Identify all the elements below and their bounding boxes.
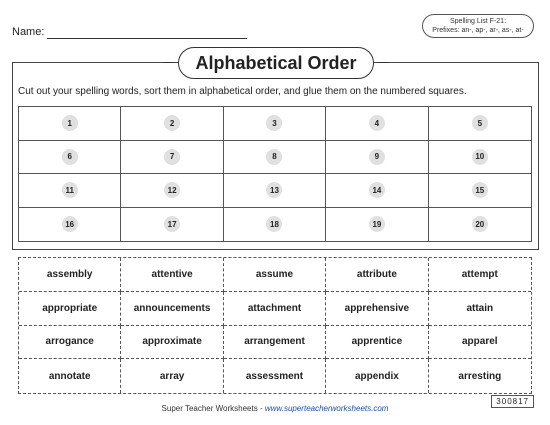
word-card[interactable]: array bbox=[121, 359, 223, 393]
number-badge: 4 bbox=[369, 115, 385, 131]
numbered-square bbox=[19, 208, 121, 242]
word-card[interactable]: approximate bbox=[121, 326, 223, 360]
footer-url-link[interactable]: www.superteacherworksheets.com bbox=[264, 404, 389, 413]
numbered-square bbox=[326, 107, 428, 141]
numbered-square bbox=[224, 174, 326, 208]
word-card[interactable]: assume bbox=[224, 258, 326, 292]
spelling-list-label: Spelling List F-21: bbox=[449, 18, 507, 25]
numbered-squares-grid bbox=[18, 106, 532, 242]
numbered-square bbox=[121, 141, 223, 175]
number-badge: 1 bbox=[62, 115, 78, 131]
numbered-square bbox=[429, 174, 531, 208]
word-card[interactable]: attribute bbox=[326, 258, 428, 292]
word-card[interactable]: apparel bbox=[429, 326, 531, 360]
word-card[interactable]: apprentice bbox=[326, 326, 428, 360]
numbered-square bbox=[224, 107, 326, 141]
word-card[interactable]: attentive bbox=[121, 258, 223, 292]
numbered-square bbox=[224, 208, 326, 242]
number-badge: 18 bbox=[266, 216, 282, 232]
number-badge: 20 bbox=[472, 216, 488, 232]
numbered-square bbox=[121, 174, 223, 208]
number-badge: 8 bbox=[266, 149, 282, 165]
word-card[interactable]: arresting bbox=[458, 370, 502, 382]
numbered-square bbox=[429, 208, 531, 242]
word-card[interactable]: attempt bbox=[429, 258, 531, 292]
number-badge: 6 bbox=[62, 149, 78, 165]
word-card[interactable]: annotate bbox=[19, 359, 121, 393]
number-badge: 7 bbox=[164, 149, 180, 165]
word-card[interactable]: assessment bbox=[224, 359, 326, 393]
worksheet-code: 300817 bbox=[491, 395, 534, 408]
numbered-square bbox=[326, 174, 428, 208]
word-card[interactable]: appropriate bbox=[19, 292, 121, 326]
number-badge: 5 bbox=[472, 115, 488, 131]
word-card[interactable]: assembly bbox=[19, 258, 121, 292]
footer bbox=[0, 404, 550, 413]
numbered-square bbox=[121, 107, 223, 141]
number-badge: 3 bbox=[266, 115, 282, 131]
number-badge: 17 bbox=[164, 216, 180, 232]
number-badge: 9 bbox=[369, 149, 385, 165]
name-blank-line bbox=[47, 38, 247, 39]
word-card[interactable]: attain bbox=[429, 292, 531, 326]
number-badge: 11 bbox=[62, 182, 78, 198]
number-badge: 12 bbox=[164, 182, 180, 198]
numbered-square bbox=[19, 141, 121, 175]
numbered-square bbox=[121, 208, 223, 242]
number-badge: 13 bbox=[266, 182, 282, 198]
numbered-square bbox=[224, 141, 326, 175]
numbered-square bbox=[429, 141, 531, 175]
word-cutout-grid bbox=[18, 257, 532, 394]
spelling-list-badge bbox=[422, 14, 534, 38]
word-card[interactable]: apprehensive bbox=[326, 292, 428, 326]
word-card[interactable]: arrangement bbox=[224, 326, 326, 360]
numbered-square bbox=[19, 107, 121, 141]
number-badge: 16 bbox=[62, 216, 78, 232]
number-badge: 2 bbox=[164, 115, 180, 131]
numbered-square bbox=[326, 208, 428, 242]
number-badge: 15 bbox=[472, 182, 488, 198]
numbered-square bbox=[429, 107, 531, 141]
instructions-text: Cut out your spelling words, sort them in alphabetical order, and glue them on the numbered squares. bbox=[18, 86, 467, 97]
word-card[interactable]: appendix bbox=[326, 359, 428, 393]
name-label: Name: bbox=[12, 26, 45, 38]
prefixes-label: Prefixes: an-, ap-, ar-, as-, at- bbox=[432, 27, 524, 34]
number-badge: 19 bbox=[369, 216, 385, 232]
word-card[interactable]: arrogance bbox=[19, 326, 121, 360]
page-title: Alphabetical Order bbox=[178, 47, 374, 79]
number-badge: 10 bbox=[472, 149, 488, 165]
word-card[interactable]: announcements bbox=[121, 292, 223, 326]
footer-brand: Super Teacher Worksheets - bbox=[161, 404, 265, 413]
numbered-square bbox=[19, 174, 121, 208]
number-badge: 14 bbox=[369, 182, 385, 198]
numbered-square bbox=[326, 141, 428, 175]
word-card[interactable]: attachment bbox=[224, 292, 326, 326]
